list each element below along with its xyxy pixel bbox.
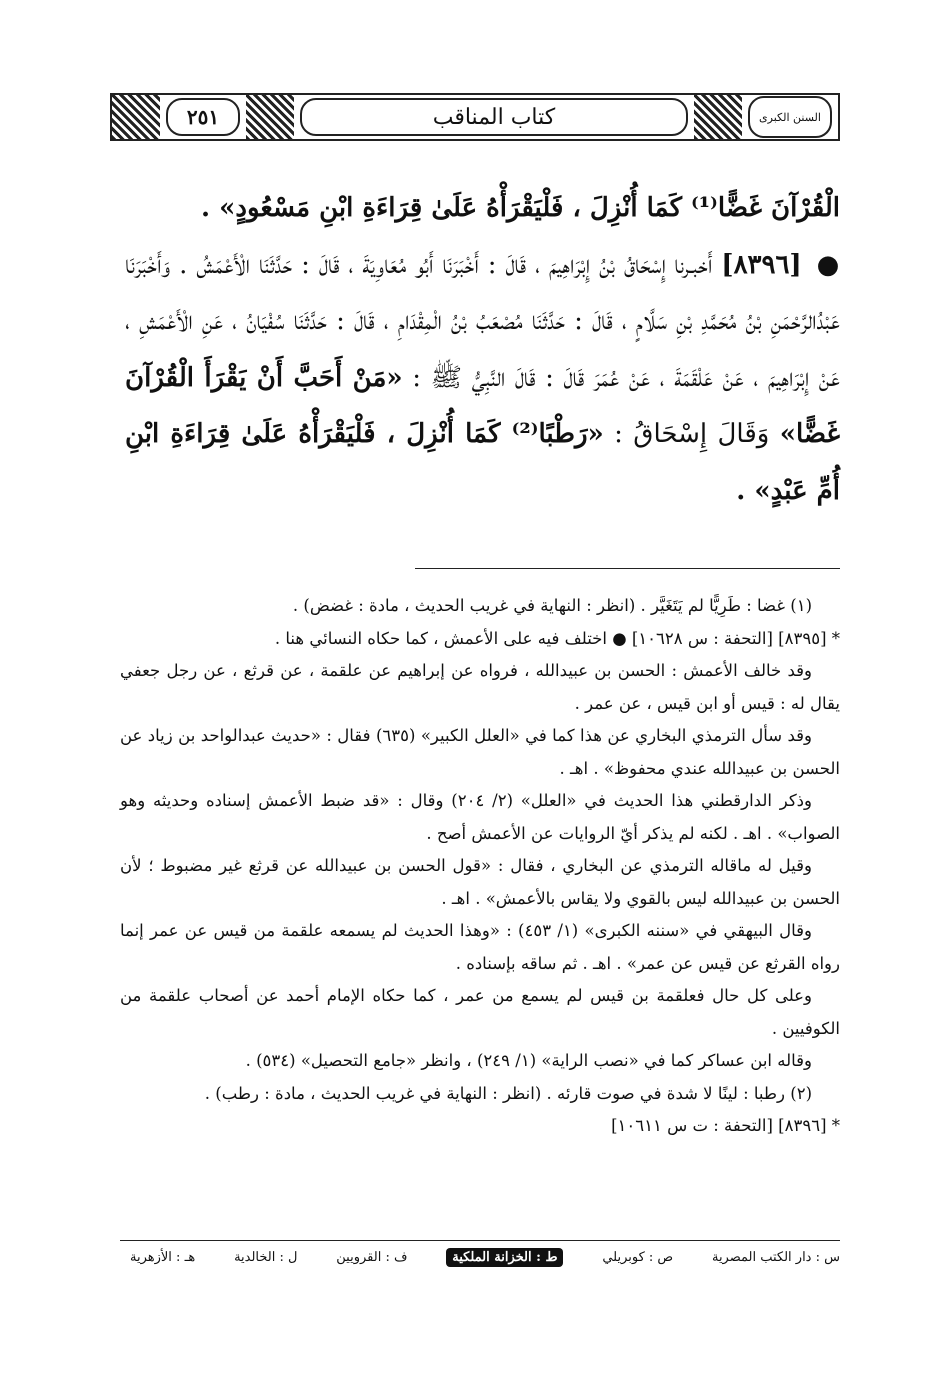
footnote: وقال البيهقي في «سننه الكبرى» (١/ ٤٥٣) : «وهذا الحديث لم يسمعه علقمة من قيس عن عمر إنما رواه القرثع عن قيس عن عمر» . اهـ . ثم ساقه بإسناده . <box>120 921 840 973</box>
footnote: * [٨٣٩٥] [التحفة : س ١٠٦٢٨] ● اختلف فيه على الأعمش ، كما حكاه النسائي هنا . <box>274 628 840 648</box>
ornament <box>694 95 742 139</box>
footnote: * [٨٣٩٦] [التحفة : ت س ١٠٦١١] <box>611 1116 840 1135</box>
hadith-quote: «مَنْ أَحَبَّ أَنْ يَقْرَأَ الْقُرْآنَ غَضًّا» <box>125 362 841 449</box>
footnote: وقيل له ماقاله الترمذي عن البخاري ، فقال : «قول الحسن بن عبيدالله عن قرثع غير مضبوط ؛ لأن الحسن بن عبيدالله ليس بالقوي ولا يقاس بالأعمش» . اهـ . <box>120 856 840 908</box>
page-number: ٢٥١ <box>166 98 240 136</box>
legend-separator <box>120 1240 840 1241</box>
footnote: (١) غضا : طَرِيًّا لم يَتَغَيَّر . (انظر : النهاية في غريب الحديث ، مادة : غضض) . <box>292 596 812 615</box>
legend-item-highlighted: ط : الخزانة الملكية <box>446 1248 563 1267</box>
continued-line: الْقُرْآنَ غَضًّا⁽¹⁾ كَمَا أُنْزِلَ ، فَلْيَقْرَأْهُ عَلَىٰ قِرَاءَةِ ابْنِ مَسْعُودٍ» . <box>201 193 840 223</box>
legend-item: س : دار الكتب المصرية <box>711 1250 840 1265</box>
manuscript-legend <box>130 1248 840 1267</box>
footnote: وقد سأل الترمذي البخاري عن هذا كما في «العلل الكبير» (٦٣٥) فقال : «حديث عبدالواحد بن زياد عن الحسن بن عبيدالله عندي محفوظ» . اهـ . <box>120 726 840 778</box>
ornament <box>246 95 294 139</box>
series-logo: السنن الكبرى <box>748 96 832 138</box>
legend-item: ل : الخالدية <box>234 1250 298 1265</box>
footnote: وقد خالف الأعمش : الحسن بن عبيدالله ، فرواه عن إبراهيم عن علقمة ، عن قرثع ، عن رجل جعفي يقال له : قيس أو ابن قيس ، عن عمر . <box>120 661 840 713</box>
footnote: (٢) رطبا : لينًا لا شدة في صوت قارئه . (انظر : النهاية في غريب الحديث ، مادة : رطب) . <box>204 1083 812 1103</box>
footnote: وذكر الدارقطني هذا الحديث في «العلل» (٢/ ٢٠٤) وقال : «قد ضبط الأعمش إسناده وحديثه وهو الصواب» . اهـ . لكنه لم يذكر أيّ الروايات عن الأعمش أصح . <box>120 791 840 843</box>
footnote: وعلى كل حال فعلقمة بن قيس لم يسمع من عمر ، كما حكاه الإمام أحمد عن أصحاب علقمة من الكوفيين . <box>120 986 840 1038</box>
hadith-quote: «رَطْبًا⁽²⁾ كَمَا أُنْزِلَ ، فَلْيَقْرَأْهُ عَلَىٰ قِرَاءَةِ ابْنِ أُمِّ عَبْدٍ» . <box>125 419 840 506</box>
footnotes <box>120 590 840 1143</box>
hadith-8396 <box>125 237 840 520</box>
hadith-number: [٨٣٩٦] <box>721 249 802 280</box>
bullet-icon: ● <box>816 249 840 280</box>
legend-item: ص : كوبريلي <box>602 1250 674 1265</box>
legend-item: هـ : الأزهرية <box>130 1250 196 1265</box>
hadith-isnad: أَخبـرنا إِسْحَاقُ بْنُ إِبْرَاهِيمَ ، قَالَ : أَخْبَرَنَا أَبُو مُعَاوِيَةَ ، قَالَ : حَدَّثَنَا الْأَعْمَشُ . وَأَخْبَرَنَا عَبْدُالرَّحْمَنِ بْنُ مُحَمَّدِ بْنِ سَلَّامٍ ، قَالَ : حَدَّثَنَا مُصْعَبُ بْنُ الْمِقْدَامِ ، قَالَ : حَدَّثَنَا سُفْيَانُ ، عَنِ الْأَعْمَشِ ، عَنْ إِبْرَاهِيمَ ، عَنْ عَلْقَمَةَ ، عَنْ عُمَرَ قَالَ : قَالَ النَّبِيُّ ﷺ : <box>125 249 840 393</box>
main-text <box>125 180 840 519</box>
hadith-mid: وَقَالَ إِسْحَاقُ : <box>614 419 770 449</box>
book-title: كتاب المناقب <box>300 98 688 136</box>
ornament <box>112 95 160 139</box>
footnote-separator <box>415 568 840 569</box>
page-header <box>110 93 840 141</box>
footnote: وقاله ابن عساكر كما في «نصب الراية» (١/ ٢٤٩) ، وانظر «جامع التحصيل» (٥٣٤) . <box>245 1051 812 1070</box>
legend-item: ف : القرويين <box>336 1250 408 1265</box>
